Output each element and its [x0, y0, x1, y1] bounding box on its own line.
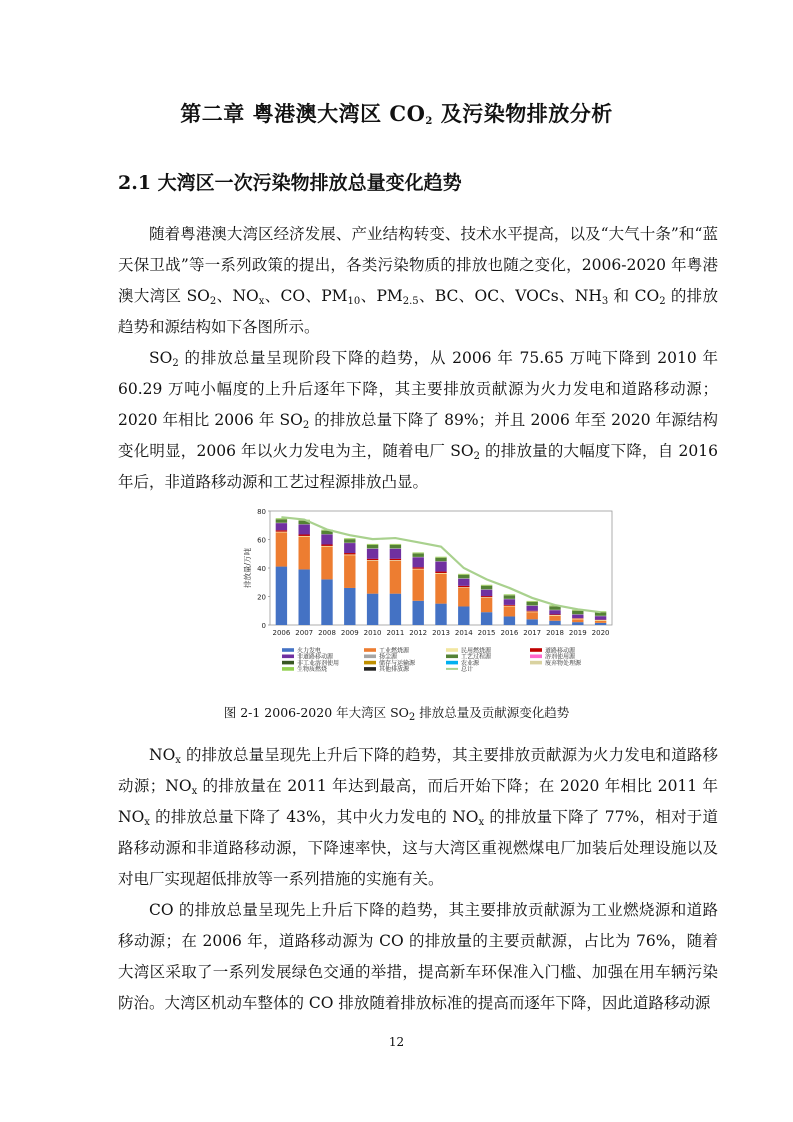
bar-segment — [572, 615, 583, 619]
bar-segment — [572, 619, 583, 620]
bar-segment — [549, 615, 560, 616]
bar-segment — [390, 544, 401, 545]
x-tick-label: 2014 — [454, 629, 473, 637]
bar-segment — [276, 567, 287, 625]
legend-swatch — [364, 648, 376, 652]
bar-segment — [435, 573, 446, 574]
bar-segment — [458, 586, 469, 587]
page-number: 12 — [388, 1035, 405, 1049]
y-axis-label: 排放量/万吨 — [243, 547, 252, 589]
bar-segment — [367, 544, 378, 545]
bar-segment — [504, 595, 515, 599]
x-tick-label: 2008 — [318, 629, 336, 637]
bar-segment — [413, 552, 424, 553]
bar-segment — [458, 588, 469, 607]
bar-segment — [321, 544, 332, 545]
bar-segment — [458, 587, 469, 588]
x-tick-label: 2016 — [500, 629, 519, 637]
legend-label: 民用燃烧源 — [461, 647, 492, 655]
legend-label: 生物质燃烧 — [297, 666, 328, 674]
bar-segment — [344, 543, 355, 553]
section-title: 2.1 大湾区一次污染物排放总量变化趋势 — [118, 172, 462, 194]
y-tick-label: 80 — [257, 508, 266, 516]
bar-segment — [413, 601, 424, 625]
legend-label: 溶剂使用源 — [545, 653, 576, 661]
bar-segment — [481, 598, 492, 612]
bar-segment — [367, 559, 378, 560]
x-tick-label: 2018 — [546, 629, 564, 637]
bar-segment — [390, 549, 401, 559]
bar-segment — [549, 616, 560, 621]
legend-swatch — [282, 655, 294, 659]
y-tick-label: 40 — [257, 565, 266, 573]
bar-segment — [481, 612, 492, 625]
bar-segment — [367, 594, 378, 625]
bar-segment — [549, 610, 560, 614]
y-tick-label: 60 — [257, 536, 266, 545]
legend-swatch — [446, 648, 458, 652]
legend-label: 工业燃烧源 — [379, 647, 410, 655]
bar-segment — [527, 619, 538, 625]
x-tick-label: 2013 — [432, 629, 450, 637]
bar-segment — [276, 532, 287, 533]
bar-segment — [276, 532, 287, 566]
bar-segment — [504, 594, 515, 595]
paragraph-3: $NO_x$ 的排放总量呈现先上升后下降的趋势，其主要排放贡献源为火力发电和道路移动源；$NO_x$ 的排放量在 2011 年达到最高，而后开始下降；在 2020 年相比 2011 年 $NO_x$ 的排放总量下降了 43%，其中火力发电的 $NO_x$ 的排放量下降了 77%，相对于道路移动源和非道路移动源，下降速率快，这与大湾区重视燃煤电厂加装后处理设施以及对电厂实现超低排放等一系列措施的实施有关。 — [118, 746, 718, 888]
bar-segment — [481, 585, 492, 586]
bar-segment — [549, 621, 560, 625]
bar-segment — [390, 545, 401, 549]
legend-swatch — [446, 661, 458, 665]
bar-segment — [527, 606, 538, 611]
x-tick-label: 2015 — [477, 629, 496, 637]
x-tick-label: 2011 — [386, 629, 405, 637]
y-tick-label: 0 — [261, 622, 266, 630]
bar-segment — [276, 523, 287, 530]
legend-swatch — [530, 648, 542, 652]
bar-segment — [344, 553, 355, 554]
bar-segment — [413, 557, 424, 567]
bar-segment — [572, 611, 583, 615]
y-tick-label: 20 — [257, 593, 266, 602]
bar-segment — [344, 554, 355, 555]
bar-segment — [321, 535, 332, 545]
bar-segment — [458, 575, 469, 579]
legend-swatch — [530, 661, 542, 665]
bar-segment — [595, 620, 606, 621]
bar-segment — [367, 545, 378, 549]
x-tick-label: 2012 — [409, 629, 428, 637]
legend-label: 工艺过程源 — [461, 653, 492, 661]
legend-swatch — [282, 648, 294, 652]
legend-label: 农业源 — [461, 659, 480, 667]
bar-segment — [504, 616, 515, 625]
legend-label: 扬尘源 — [379, 653, 398, 661]
paragraph-2: $SO_2$ 的排放总量呈现阶段下降的趋势，从 2006 年 75.65 万吨下降到 2010 年 60.29 万吨小幅度的上升后逐年下降，其主要排放贡献源为火力发电和道路移动源；2020 年相比 2006 年 $SO_2$ 的排放总量下降了 89%；并且 2006 年至 2020 年源结构变化明显，2006 年以火力发电为主，随着电厂 $SO_2$ 的排放量的大幅度下降，自 2016 年后，非道路移动源和工艺过程源排放凸显。 — [118, 349, 718, 491]
bar-segment — [321, 547, 332, 580]
bar-segment — [344, 539, 355, 543]
legend-label: 总计 — [461, 666, 474, 674]
bar-segment — [481, 597, 492, 598]
bar-segment — [344, 555, 355, 588]
bar-segment — [481, 586, 492, 590]
bar-segment — [458, 579, 469, 586]
x-tick-label: 2007 — [295, 629, 314, 637]
bar-segment — [481, 590, 492, 596]
bar-segment — [504, 599, 515, 605]
legend-label: 废弃物处理源 — [545, 659, 582, 667]
legend-label: 储存与运输源 — [379, 659, 416, 667]
bar-segment — [344, 538, 355, 539]
bar-segment — [595, 621, 606, 623]
bar-segment — [527, 602, 538, 606]
bar-segment — [549, 614, 560, 615]
figure-caption: 图 2-1 2006-2020 年大湾区 $SO_2$ 排放总量及贡献源变化趋势 — [223, 705, 570, 723]
bar-segment — [458, 574, 469, 575]
bar-segment — [527, 611, 538, 612]
bar-segment — [299, 525, 310, 535]
legend-swatch — [364, 655, 376, 659]
bar-segment — [435, 574, 446, 604]
legend-swatch — [446, 655, 458, 659]
chapter-title: 第二章 粤港澳大湾区 $CO_2$ 及污染物排放分析 — [180, 101, 613, 127]
bar-segment — [390, 559, 401, 560]
legend-swatch — [282, 667, 294, 671]
bar-segment — [413, 569, 424, 600]
bar-segment — [390, 561, 401, 594]
x-tick-label: 2009 — [340, 629, 359, 637]
bar-segment — [413, 567, 424, 568]
so2-emission-chart — [240, 505, 620, 690]
x-tick-label: 2006 — [272, 629, 291, 637]
bar-segment — [435, 604, 446, 625]
legend-swatch — [364, 661, 376, 665]
bar-segment — [390, 594, 401, 625]
bar-segment — [527, 612, 538, 619]
bar-segment — [390, 560, 401, 561]
legend-label: 非工业溶剂使用 — [297, 659, 340, 667]
legend-label: 火力发电 — [297, 647, 322, 655]
paragraph-4: CO 的排放总量呈现先上升后下降的趋势，其主要排放贡献源为工业燃烧源和道路移动源；在 2006 年，道路移动源为 CO 的排放量的主要贡献源，占比为 76%，随着大湾区采取了一系列发展绿色交通的举措，提高新车环保准入门槛、加强在用车辆污染防治。大湾区机动车整体的 CO 排放随着排放标准的提高而逐年下降，因此道路移动源 — [118, 901, 718, 1012]
bar-segment — [321, 579, 332, 625]
bar-segment — [299, 537, 310, 570]
legend-label: 道路移动源 — [545, 647, 576, 655]
legend-label: 非道路移动源 — [297, 653, 334, 661]
legend-swatch — [282, 661, 294, 665]
legend-label: 其他排放源 — [379, 666, 410, 674]
bar-segment — [504, 605, 515, 606]
bar-segment — [435, 562, 446, 572]
bar-segment — [299, 535, 310, 536]
bar-segment — [504, 606, 515, 616]
x-tick-label: 2019 — [568, 629, 587, 637]
bar-segment — [458, 606, 469, 625]
bar-segment — [527, 601, 538, 602]
x-tick-label: 2017 — [523, 629, 542, 637]
bar-segment — [321, 546, 332, 547]
bar-segment — [367, 561, 378, 594]
bar-segment — [527, 611, 538, 612]
bar-segment — [367, 560, 378, 561]
bar-segment — [572, 619, 583, 622]
bar-segment — [595, 616, 606, 620]
bar-segment — [413, 553, 424, 557]
bar-segment — [504, 606, 515, 607]
bar-segment — [276, 530, 287, 531]
x-tick-label: 2010 — [363, 629, 382, 637]
bar-segment — [299, 536, 310, 537]
bar-segment — [367, 549, 378, 559]
legend-swatch — [364, 667, 376, 671]
bar-segment — [413, 569, 424, 570]
bar-segment — [435, 572, 446, 573]
x-tick-label: 2020 — [591, 629, 610, 637]
bar-segment — [572, 622, 583, 625]
bar-segment — [276, 519, 287, 523]
bar-segment — [435, 557, 446, 558]
bar-segment — [595, 623, 606, 625]
bar-segment — [481, 596, 492, 597]
bar-segment — [299, 569, 310, 625]
bar-segment — [435, 558, 446, 562]
paragraph-1: 随着粤港澳大湾区经济发展、产业结构转变、技术水平提高，以及“大气十条”和“蓝天保卫战”等一系列政策的提出，各类污染物质的排放也随之变化，2006-2020 年粤港澳大湾区 $SO_2$、$NO_x$、CO、$PM_{10}$、$PM_{2.5}$、BC、OC、VOCs、$NH_3$ 和 $CO_2$ 的排放趋势和源结构如下各图所示。 — [118, 225, 718, 336]
legend-swatch — [530, 655, 542, 659]
bar-segment — [344, 588, 355, 625]
